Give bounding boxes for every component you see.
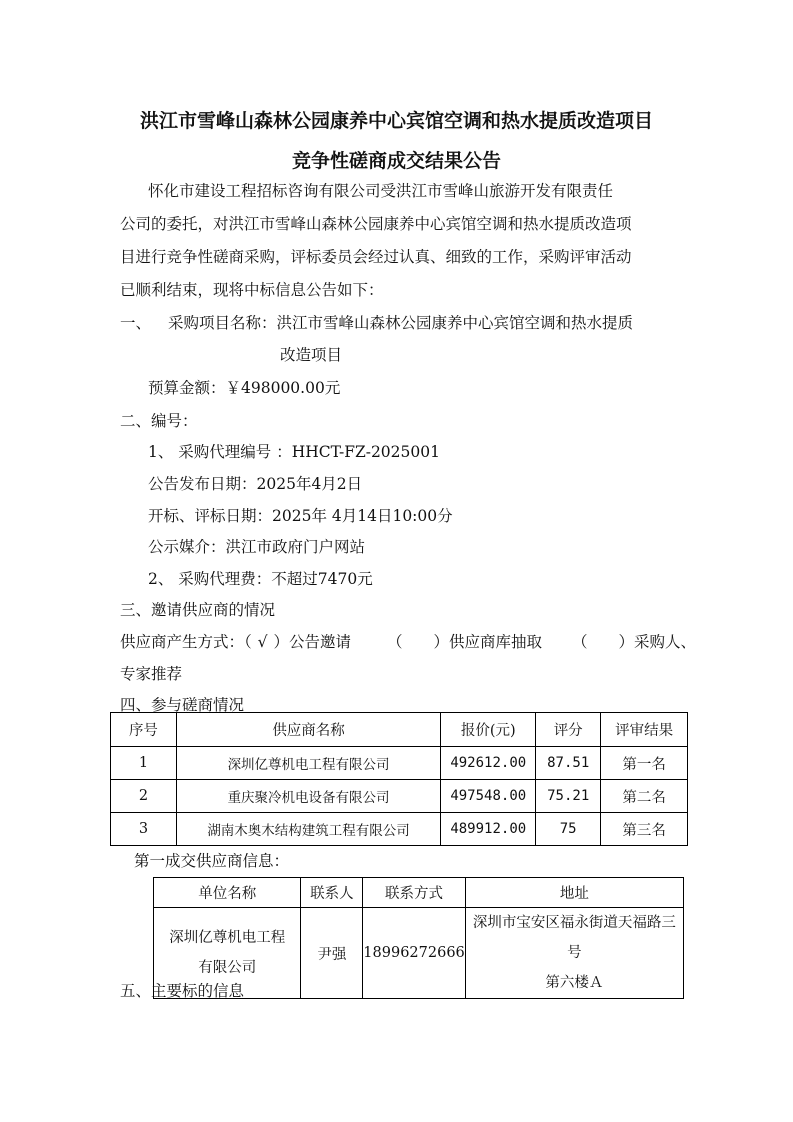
- title-line-2: 竞争性磋商成交结果公告: [291, 150, 501, 172]
- score: 87.51: [536, 747, 601, 780]
- supplier-name: 深圳亿尊机电工程有限公司: [176, 747, 440, 780]
- budget-amount: 预算金额：￥498000.00元: [148, 379, 341, 397]
- winner-address: [465, 908, 683, 999]
- supplier-method-cont: 专家推荐: [120, 665, 183, 683]
- result: 第三名: [601, 813, 688, 846]
- winner-name-line-1: 深圳亿尊机电工程: [169, 930, 286, 946]
- result: 第一名: [601, 747, 688, 780]
- row-index: 2: [111, 780, 177, 813]
- agency-code: 1、 采购代理编号 ：HHCT-FZ-2025001: [148, 443, 440, 461]
- winner-heading: 第一成交供应商信息：: [134, 852, 290, 870]
- winner-address-line-1: 深圳市宝安区福永街道天福路三号: [472, 915, 676, 961]
- intro-line-1: 怀化市建设工程招标咨询有限公司受洪江市雪峰山旅游开发有限责任: [148, 182, 614, 200]
- bid-date: 开标、评标日期：2025年 4月14日10:00分: [148, 507, 453, 525]
- method-prefix: 供应商产生方式：（: [120, 633, 252, 651]
- result: 第二名: [601, 780, 688, 813]
- supplier-name: 重庆聚冷机电设备有限公司: [176, 780, 440, 813]
- winner-phone: 18996272666: [363, 908, 465, 999]
- agency-fee: 2、 采购代理费：不超过7470元: [148, 570, 373, 588]
- section4-heading: 四、参与磋商情况: [120, 696, 245, 714]
- method-option-public: ）公告邀请: [273, 633, 351, 651]
- section1-project-name-cont: 改造项目: [280, 346, 343, 364]
- intro-line-2: 公司的委托，对洪江市雪峰山森林公园康养中心宾馆空调和热水提质改造项: [120, 215, 632, 233]
- publish-date: 公告发布日期：2025年4月2日: [148, 475, 363, 493]
- supplier-name: 湖南木奥木结构建筑工程有限公司: [176, 813, 440, 846]
- column-header: 地址: [465, 878, 683, 908]
- row-index: 1: [111, 747, 177, 780]
- column-header: 报价(元): [441, 713, 536, 747]
- row-index: 3: [111, 813, 177, 846]
- section3-heading: 三、邀请供应商的情况: [120, 601, 276, 619]
- score: 75: [536, 813, 601, 846]
- section1-project-name: 采购项目名称：洪江市雪峰山森林公园康养中心宾馆空调和热水提质: [168, 314, 634, 332]
- intro-line-4: 已顺利结束，现将中标信息公告如下：: [120, 281, 384, 299]
- column-header: 联系方式: [363, 878, 465, 908]
- section5-heading: 五、主要标的信息: [120, 982, 245, 1000]
- checkmark-icon: √: [257, 633, 268, 651]
- intro-line-3: 目进行竞争性磋商采购，评标委员会经过认真、细致的工作，采购评审活动: [120, 248, 632, 266]
- column-header: 评分: [536, 713, 601, 747]
- section2-heading: 二、编号：: [120, 412, 198, 430]
- column-header: 序号: [111, 713, 177, 747]
- winner-name-line-2: 有限公司: [198, 960, 257, 976]
- table-row: [111, 813, 688, 846]
- winner-contact: 尹强: [301, 908, 363, 999]
- winner-header-row: [154, 878, 684, 908]
- supplier-method: [120, 632, 696, 652]
- bid-price: 489912.00: [441, 813, 536, 846]
- method-option-library: （ ）供应商库抽取: [386, 633, 542, 651]
- column-header: 联系人: [301, 878, 363, 908]
- score: 75.21: [536, 780, 601, 813]
- publish-media: 公示媒介：洪江市政府门户网站: [148, 538, 366, 556]
- column-header: 评审结果: [601, 713, 688, 747]
- column-header: 供应商名称: [176, 713, 440, 747]
- bid-price: 497548.00: [441, 780, 536, 813]
- table-row: [111, 747, 688, 780]
- table-row: [111, 780, 688, 813]
- bidders-table: [110, 712, 688, 846]
- bid-price: 492612.00: [441, 747, 536, 780]
- table-header-row: [111, 713, 688, 747]
- column-header: 单位名称: [154, 878, 301, 908]
- method-option-purchaser: （ ）采购人、: [571, 633, 696, 651]
- winner-address-line-2: 第六楼Ａ: [545, 975, 604, 991]
- title-line-1: 洪江市雪峰山森林公园康养中心宾馆空调和热水提质改造项目: [139, 110, 653, 132]
- section1-number: 一、: [120, 314, 152, 332]
